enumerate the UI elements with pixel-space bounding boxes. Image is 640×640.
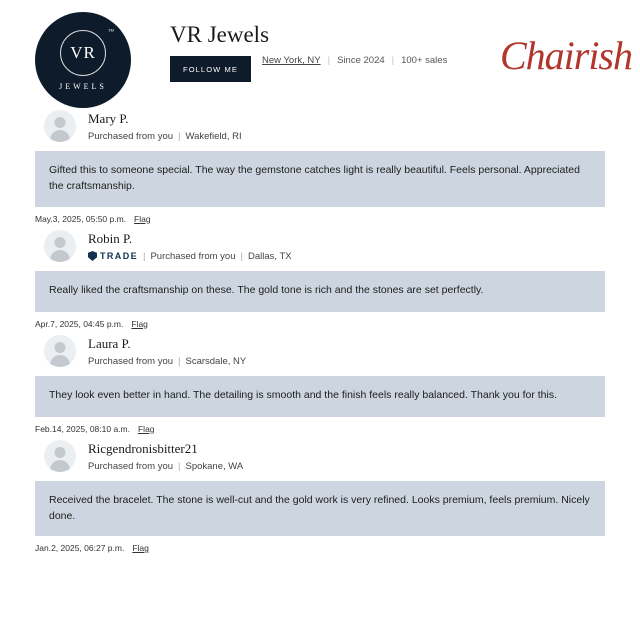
purchase-note: Purchased from you [88, 355, 174, 367]
reviewer-name: Ricgendronisbitter21 [88, 440, 198, 456]
reviewer-info [88, 230, 292, 262]
meta-divider: | [178, 355, 181, 367]
follow-button[interactable]: FOLLOW ME [170, 56, 251, 82]
reviews-list [0, 110, 640, 553]
avatar [44, 335, 76, 367]
trade-badge [88, 251, 138, 261]
avatar [44, 230, 76, 262]
reviewer-location: Dallas, TX [247, 250, 292, 262]
flag-link[interactable]: Flag [137, 423, 155, 434]
shop-header [0, 0, 640, 110]
shop-meta [262, 55, 447, 66]
shop-since: Since 2024 [337, 55, 385, 66]
reviewer-location: Spokane, WA [185, 460, 244, 472]
review-text: They look even better in hand. The detailing is smooth and the finish feels really balanced. Thank you for this. [35, 376, 605, 417]
page-title: VR Jewels [170, 22, 270, 47]
meta-separator-1: | [327, 55, 331, 66]
review-header [35, 440, 605, 472]
flag-link[interactable]: Flag [134, 213, 151, 224]
reviewer-name: Mary P. [88, 111, 129, 126]
review-header [35, 230, 605, 262]
shield-icon [88, 251, 97, 261]
review-date: May.3, 2025, 05:50 p.m. [35, 213, 127, 224]
review-header [35, 335, 605, 367]
flag-link[interactable]: Flag [132, 543, 149, 554]
meta-divider: | [178, 460, 181, 472]
reviewer-location: Wakefield, RI [185, 131, 242, 142]
review-footer [35, 319, 605, 329]
brand-logo: Chairish [499, 33, 632, 78]
reviewer-info [88, 335, 246, 367]
avatar [44, 440, 76, 472]
meta-divider: | [143, 250, 146, 262]
trademark-icon: ™ [108, 28, 114, 35]
review-header [35, 110, 605, 142]
shop-logo-subtitle: JEWELS [59, 81, 107, 91]
review-footer [35, 214, 605, 224]
trade-badge-label: TRADE [100, 251, 138, 262]
shop-logo[interactable] [35, 12, 131, 108]
shop-sales-count: 100+ sales [401, 55, 448, 66]
purchase-note: Purchased from you [88, 460, 174, 472]
review-item [35, 440, 605, 554]
review-item [35, 110, 605, 224]
reviewer-info [88, 110, 242, 142]
review-text: Received the bracelet. The stone is well-cut and the gold work is very refined. Looks premium, feels premium. Nicely done. [35, 481, 605, 537]
reviewer-meta [88, 356, 246, 367]
review-date: Jan.2, 2025, 06:27 p.m. [35, 543, 125, 554]
flag-link[interactable]: Flag [131, 318, 148, 329]
review-footer [35, 543, 605, 553]
shop-location-link[interactable]: New York, NY [262, 55, 321, 66]
review-date: Apr.7, 2025, 04:45 p.m. [35, 318, 124, 329]
shop-logo-monogram [60, 28, 114, 76]
review-footer [35, 424, 605, 434]
review-item [35, 230, 605, 329]
reviewer-meta [88, 251, 292, 262]
reviewer-info [88, 440, 243, 472]
shop-logo-mark: VR [70, 42, 96, 62]
reviewer-meta [88, 131, 242, 142]
meta-separator-2: | [391, 55, 395, 66]
reviewer-name: Robin P. [88, 230, 133, 246]
purchase-note: Purchased from you [88, 131, 174, 142]
review-text: Gifted this to someone special. The way the gemstone catches light is really beautiful. Feels personal. Appreciated the craftsmanship. [35, 151, 605, 207]
meta-divider: | [178, 131, 181, 142]
review-text: Really liked the craftsmanship on these. The gold tone is rich and the stones are set perfectly. [35, 271, 605, 312]
review-item [35, 335, 605, 434]
reviewer-meta [88, 461, 243, 472]
meta-divider: | [240, 250, 243, 262]
reviewer-name: Laura P. [88, 335, 131, 351]
avatar [44, 110, 76, 142]
purchase-note: Purchased from you [150, 250, 236, 262]
review-date: Feb.14, 2025, 08:10 a.m. [35, 423, 130, 434]
reviewer-location: Scarsdale, NY [185, 355, 247, 367]
